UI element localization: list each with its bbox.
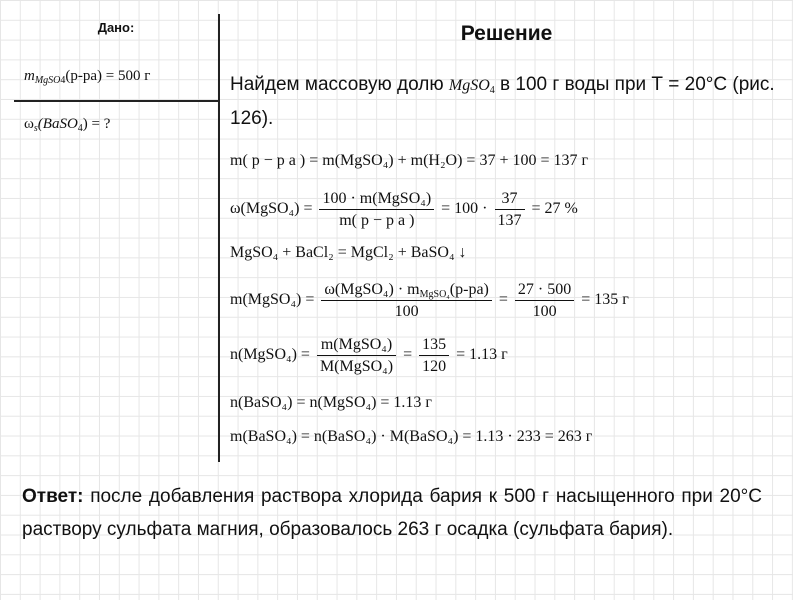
fraction: $\frac{\text{m(MgSO₄)}}{\text{M(MgSO₄)}}$ [317, 334, 396, 377]
vertical-divider [218, 14, 220, 462]
formula-mass-mgso4: m(MgSO₄) = $\frac{\omega(MgSO_4) \cdot m_{MgSO_4}(р-ра)}{100}$ = $\frac{27 \cdot 500}{100}$ = 135 г [230, 281, 629, 320]
solution-header: Решение [460, 22, 553, 45]
answer-text: после добавления раствора хлорида бария к 500 г насыщенного при 20°С раствору сульфата магния, образовалось 263 г осадка (сульфата бария). [22, 486, 763, 540]
fraction: $\frac{135}{120}$ [419, 334, 449, 377]
formula-mass-baso4: m(BaSO₄) = n(BaSO₄) · M(BaSO₄) = 1.13 · 233 = 263 г [230, 428, 593, 445]
fraction: $\frac{27 \cdot 500}{100}$ [515, 279, 574, 322]
given-unknown: $\omega_s(BaSO_4)$ = ? [24, 116, 111, 134]
fraction: $\frac{\text{100 · m(MgSO₄)}}{\text{m( р − р а )}}$ [319, 188, 434, 231]
fraction: $\frac{\omega(MgSO_4) \cdot m_{MgSO_4}(р-ра)}{100}$ [321, 279, 491, 322]
formula-moles-mgso4: n(MgSO₄) = $\frac{\text{m(MgSO₄)}}{\text{M(MgSO₄)}}$ = $\frac{135}{120}$ = 1.13 г [230, 336, 508, 375]
given-divider [14, 100, 218, 102]
fraction: $\frac{37}{137}$ [495, 188, 525, 231]
answer-label: Ответ: [22, 486, 84, 507]
given-header: Дано: [97, 20, 135, 35]
formula-reaction: MgSO₄ + BaCl₂ = MgCl₂ + BaSO₄ ↓ [230, 244, 467, 261]
answer [22, 480, 762, 546]
given-mass: $m_{MgSO4}(р-ра) = 500$ г [24, 68, 151, 86]
formula-solution-mass: m( р − р а ) = m(MgSO₄) + m(H₂O) = 37 + 100 = 137 г [230, 152, 589, 169]
solution-intro: Найдем массовую долю MgSO$_4$ в 100 г воды при Т = 20°С (рис. 126). [230, 74, 775, 129]
formula-mass-fraction: ω(MgSO₄) = $\frac{\text{100 · m(MgSO₄)}}{\text{m( р − р а )}}$ = 100 · $\frac{37}{137}$ = 27 % [230, 190, 578, 229]
formula-moles-baso4: n(BaSO₄) = n(MgSO₄) = 1.13 г [230, 394, 432, 411]
